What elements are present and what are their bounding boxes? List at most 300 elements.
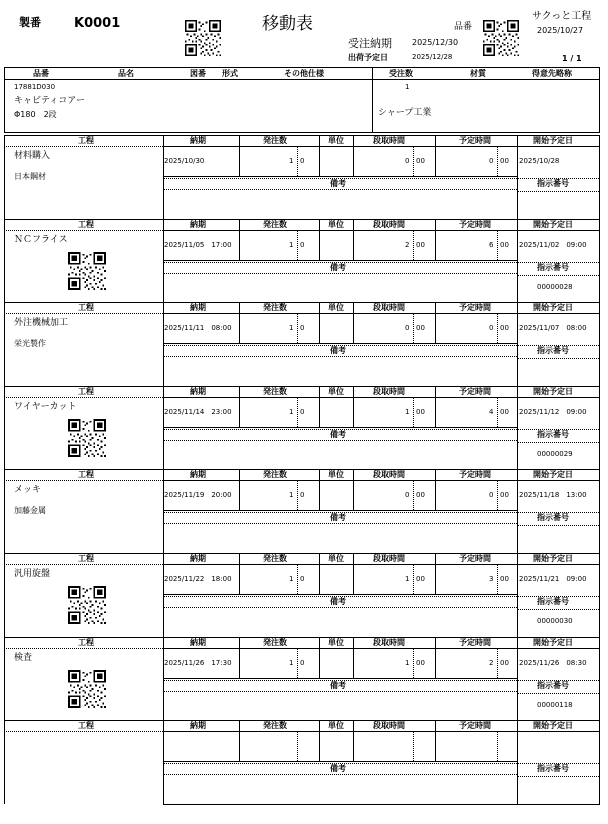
- process-planned-int: 3: [489, 575, 494, 583]
- deadline-column-divider: [239, 135, 240, 176]
- process-column-divider: [163, 302, 164, 386]
- setup-header: 段取時間: [373, 303, 405, 312]
- deadline-header: 納期: [190, 638, 206, 647]
- deadline-column-divider: [239, 720, 240, 761]
- process-deadline: 2025/11/19 20:00: [164, 491, 232, 499]
- qty-header: 発注数: [263, 136, 287, 145]
- row-header-border: [163, 313, 599, 314]
- instr-header-dotted: [517, 693, 599, 694]
- setup-header: 段取時間: [373, 638, 405, 647]
- customer-name: シャープ工業: [378, 108, 432, 118]
- unit-header: 単位: [328, 721, 344, 730]
- process-name: 汎用旋盤: [14, 569, 51, 579]
- page-title: 移動表: [262, 14, 313, 34]
- print-date: 2025/10/27: [537, 26, 584, 35]
- planned-decimal-dotted: [497, 231, 498, 260]
- process-name: 材料購入: [14, 151, 51, 161]
- instruction-number-header: 指示番号: [537, 430, 569, 439]
- unit-header: 単位: [328, 554, 344, 563]
- unit-header: 単位: [328, 638, 344, 647]
- unit-header: 単位: [328, 220, 344, 229]
- deadline-header: 納期: [190, 136, 206, 145]
- process-column-divider: [163, 219, 164, 303]
- process-qty-int: 1: [289, 408, 294, 416]
- order-deadline-label: 受注納期: [348, 37, 392, 50]
- qty-decimal-dotted: [297, 398, 298, 427]
- remarks-header-dotted: [163, 189, 517, 190]
- process-setup-dec: 00: [416, 659, 425, 667]
- process-column-divider: [163, 637, 164, 721]
- data-row-border: [163, 761, 517, 762]
- deadline-header: 納期: [190, 303, 206, 312]
- deadline-column-divider: [239, 302, 240, 343]
- planned-decimal-dotted: [497, 147, 498, 176]
- process-planned-dec: 00: [500, 324, 509, 332]
- unit-header: 単位: [328, 470, 344, 479]
- setup-column-divider: [435, 553, 436, 594]
- unit-column-divider: [353, 302, 354, 343]
- process-header-dotted: [4, 731, 163, 732]
- planned-header: 予定時間: [459, 554, 491, 563]
- process-setup-int: 1: [405, 575, 410, 583]
- setup-column-divider: [435, 720, 436, 761]
- process-planned-int: 0: [489, 491, 494, 499]
- process-qty-dec: 0: [300, 157, 305, 165]
- seiban-qr-code: [185, 20, 221, 56]
- process-block-right-border: [599, 720, 600, 804]
- process-planned-int: 0: [489, 157, 494, 165]
- zuban-header: 図番: [190, 69, 206, 78]
- process-setup-int: 0: [405, 491, 410, 499]
- deadline-header: 納期: [190, 220, 206, 229]
- process-header-dotted: [4, 397, 163, 398]
- process-setup-int: 1: [405, 408, 410, 416]
- process-planned-dec: 00: [500, 408, 509, 416]
- qty-column-divider: [319, 553, 320, 594]
- remarks-header: 備考: [330, 764, 346, 773]
- process-header: 工程: [78, 638, 94, 647]
- process-setup-dec: 00: [416, 491, 425, 499]
- process-name: 検査: [14, 653, 33, 663]
- remarks-header: 備考: [330, 263, 346, 272]
- start-column-divider: [517, 720, 518, 804]
- process-header: 工程: [78, 387, 94, 396]
- deadline-header: 納期: [190, 721, 206, 730]
- qty-decimal-dotted: [297, 481, 298, 510]
- deadline-column-divider: [239, 469, 240, 510]
- start-header: 開始予定日: [533, 220, 573, 229]
- process-block-right-border: [599, 386, 600, 470]
- unit-header: 単位: [328, 136, 344, 145]
- process-setup-int: 0: [405, 157, 410, 165]
- setup-decimal-dotted: [413, 649, 414, 678]
- remarks-header-dotted: [163, 356, 517, 357]
- instruction-number: 00000028: [537, 283, 573, 291]
- row-header-border: [163, 230, 599, 231]
- process-header: 工程: [78, 303, 94, 312]
- process-column-divider: [163, 469, 164, 553]
- process-block-right-border: [599, 219, 600, 303]
- process-planned-dec: 00: [500, 659, 509, 667]
- process-column-divider: [163, 553, 164, 637]
- process-block-right-border: [599, 553, 600, 637]
- process-setup-dec: 00: [416, 157, 425, 165]
- process-block-left-border: [4, 637, 5, 721]
- qty-header: 発注数: [263, 220, 287, 229]
- process-planned-int: 0: [489, 324, 494, 332]
- unit-header: 単位: [328, 303, 344, 312]
- qty-column-divider: [319, 637, 320, 678]
- instr-header-dotted: [517, 609, 599, 610]
- remarks-header-dotted: [163, 691, 517, 692]
- process-planned-dec: 00: [500, 157, 509, 165]
- process-qty-int: 1: [289, 575, 294, 583]
- process-qty-dec: 0: [300, 324, 305, 332]
- process-block-left-border: [4, 302, 5, 386]
- process-header-dotted: [4, 648, 163, 649]
- process-planned-dec: 00: [500, 491, 509, 499]
- planned-header: 予定時間: [459, 721, 491, 730]
- deadline-header: 納期: [190, 470, 206, 479]
- process-planned-int: 6: [489, 241, 494, 249]
- start-header: 開始予定日: [533, 387, 573, 396]
- qty-header: 発注数: [263, 638, 287, 647]
- qty-column-divider: [319, 135, 320, 176]
- process-name: 外注機械加工: [14, 318, 69, 328]
- process-setup-dec: 00: [416, 241, 425, 249]
- planned-decimal-dotted: [497, 314, 498, 343]
- setup-decimal-dotted: [413, 231, 414, 260]
- item-table-left-border: [4, 67, 5, 133]
- process-vendor: 加藤金属: [14, 506, 46, 515]
- deadline-column-divider: [239, 637, 240, 678]
- item-table-bottom-border: [4, 132, 600, 133]
- instr-header-dotted: [517, 776, 599, 777]
- hinban-qr-code: [483, 20, 519, 56]
- process-block-right-border: [599, 469, 600, 553]
- process-setup-int: 1: [405, 659, 410, 667]
- instr-header-dotted: [517, 525, 599, 526]
- process-deadline: 2025/10/30: [164, 157, 205, 165]
- process-block-left-border: [4, 553, 5, 637]
- setup-column-divider: [435, 386, 436, 427]
- setup-decimal-dotted: [413, 481, 414, 510]
- instr-header-dotted: [517, 191, 599, 192]
- start-column-divider: [517, 386, 518, 470]
- process-setup-dec: 00: [416, 575, 425, 583]
- setup-header: 段取時間: [373, 470, 405, 479]
- process-header-dotted: [4, 480, 163, 481]
- instruction-number: 00000030: [537, 617, 573, 625]
- planned-header: 予定時間: [459, 136, 491, 145]
- start-column-divider: [517, 637, 518, 721]
- process-block-right-border: [599, 302, 600, 386]
- process-planned-dec: 00: [500, 575, 509, 583]
- data-row-border: [163, 427, 517, 428]
- process-setup-int: 2: [405, 241, 410, 249]
- instr-header-dotted: [517, 442, 599, 443]
- process-deadline: 2025/11/22 18:00: [164, 575, 232, 583]
- brand-name: サクっと工程: [532, 11, 592, 22]
- part-number: 17881D030: [14, 83, 56, 91]
- process-block-left-border: [4, 469, 5, 553]
- process-qty-int: 1: [289, 491, 294, 499]
- planned-decimal-dotted: [497, 481, 498, 510]
- seiban-value: K0001: [74, 16, 121, 31]
- data-row-border: [163, 594, 517, 595]
- process-qty-int: 1: [289, 241, 294, 249]
- qty-header: 発注数: [263, 303, 287, 312]
- unit-column-divider: [353, 135, 354, 176]
- process-qty-dec: 0: [300, 491, 305, 499]
- qty-column-divider: [319, 302, 320, 343]
- qty-decimal-dotted: [297, 649, 298, 678]
- unit-column-divider: [353, 386, 354, 427]
- customer-header: 得意先略称: [532, 69, 572, 78]
- qty-column-divider: [319, 386, 320, 427]
- process-column-divider: [163, 386, 164, 470]
- deadline-column-divider: [239, 386, 240, 427]
- deadline-header: 納期: [190, 554, 206, 563]
- setup-decimal-dotted: [413, 314, 414, 343]
- start-header: 開始予定日: [533, 721, 573, 730]
- planned-decimal-dotted: [497, 732, 498, 761]
- setup-header: 段取時間: [373, 554, 405, 563]
- unit-column-divider: [353, 553, 354, 594]
- process-qty-int: 1: [289, 659, 294, 667]
- setup-decimal-dotted: [413, 147, 414, 176]
- instr-header-dotted: [517, 275, 599, 276]
- qty-header: 発注数: [263, 470, 287, 479]
- remarks-header: 備考: [330, 681, 346, 690]
- process-qty-dec: 0: [300, 575, 305, 583]
- remarks-header-dotted: [163, 273, 517, 274]
- process-block-right-border: [599, 637, 600, 721]
- instruction-number-header: 指示番号: [537, 597, 569, 606]
- setup-column-divider: [435, 219, 436, 260]
- setup-column-divider: [435, 135, 436, 176]
- row-header-border: [163, 648, 599, 649]
- process-start-date: 2025/11/26 08:30: [519, 659, 587, 667]
- hinban-header-label: 品番: [454, 22, 473, 32]
- remarks-header: 備考: [330, 430, 346, 439]
- remarks-header-dotted: [163, 774, 517, 775]
- qty-header: 発注数: [263, 721, 287, 730]
- hinmei-header: 品名: [118, 69, 134, 78]
- unit-column-divider: [353, 219, 354, 260]
- process-planned-int: 2: [489, 659, 494, 667]
- row-header-border: [163, 397, 599, 398]
- start-column-divider: [517, 219, 518, 303]
- process-qty-dec: 0: [300, 659, 305, 667]
- qty-decimal-dotted: [297, 732, 298, 761]
- process-header: 工程: [78, 220, 94, 229]
- ship-date: 2025/12/28: [412, 53, 453, 61]
- qty-header: 発注数: [263, 387, 287, 396]
- process-qty-dec: 0: [300, 241, 305, 249]
- part-spec: Φ180 2段: [14, 110, 57, 119]
- process-header: 工程: [78, 470, 94, 479]
- process-vendor: 栄光製作: [14, 339, 46, 348]
- qty-column-divider: [319, 219, 320, 260]
- process-name: メッキ: [14, 485, 42, 495]
- setup-header: 段取時間: [373, 136, 405, 145]
- hinban-header: 品番: [33, 69, 49, 78]
- qty-column-divider: [319, 469, 320, 510]
- process-header: 工程: [78, 554, 94, 563]
- process-block-left-border: [4, 720, 5, 804]
- item-table-right-border: [599, 67, 600, 133]
- planned-decimal-dotted: [497, 398, 498, 427]
- setup-column-divider: [435, 637, 436, 678]
- instruction-number-header: 指示番号: [537, 764, 569, 773]
- deadline-column-divider: [239, 553, 240, 594]
- item-table-header-border: [4, 79, 600, 80]
- row-header-border: [163, 731, 599, 732]
- process-header: 工程: [78, 721, 94, 730]
- order-qty-header: 受注数: [389, 69, 413, 78]
- remarks-header-dotted: [163, 523, 517, 524]
- process-start-date: 2025/11/21 09:00: [519, 575, 587, 583]
- process-deadline: 2025/11/14 23:00: [164, 408, 232, 416]
- start-header: 開始予定日: [533, 470, 573, 479]
- setup-header: 段取時間: [373, 387, 405, 396]
- planned-header: 予定時間: [459, 470, 491, 479]
- remarks-header: 備考: [330, 179, 346, 188]
- remarks-header-dotted: [163, 607, 517, 608]
- planned-header: 予定時間: [459, 303, 491, 312]
- process-header-dotted: [4, 146, 163, 147]
- process-qty-int: 1: [289, 157, 294, 165]
- part-name: キャビティコアー: [14, 96, 86, 106]
- process-deadline: 2025/11/26 17:30: [164, 659, 232, 667]
- data-row-border: [163, 260, 517, 261]
- process-block-right-border: [599, 135, 600, 219]
- qty-column-divider: [319, 720, 320, 761]
- qty-decimal-dotted: [297, 565, 298, 594]
- planned-header: 予定時間: [459, 220, 491, 229]
- process-block-left-border: [4, 219, 5, 303]
- qty-header: 発注数: [263, 554, 287, 563]
- process-start-date: 2025/11/07 08:00: [519, 324, 587, 332]
- row-header-border: [163, 564, 599, 565]
- setup-column-divider: [435, 302, 436, 343]
- instr-header-dotted: [517, 358, 599, 359]
- other-spec-header: その他仕様: [284, 69, 324, 78]
- process-qr-code: [68, 252, 106, 290]
- qty-decimal-dotted: [297, 314, 298, 343]
- start-header: 開始予定日: [533, 136, 573, 145]
- process-header: 工程: [78, 136, 94, 145]
- process-start-date: 2025/11/02 09:00: [519, 241, 587, 249]
- row-header-border: [163, 480, 599, 481]
- start-column-divider: [517, 553, 518, 637]
- remarks-header-dotted: [163, 440, 517, 441]
- process-setup-dec: 00: [416, 408, 425, 416]
- process-planned-dec: 00: [500, 241, 509, 249]
- start-header: 開始予定日: [533, 638, 573, 647]
- material-header: 材質: [470, 69, 486, 78]
- process-start-date: 2025/11/12 09:00: [519, 408, 587, 416]
- process-column-divider: [163, 720, 164, 804]
- order-deadline: 2025/12/30: [412, 38, 459, 47]
- data-row-border: [163, 343, 517, 344]
- instruction-number-header: 指示番号: [537, 513, 569, 522]
- process-setup-dec: 00: [416, 324, 425, 332]
- start-column-divider: [517, 135, 518, 219]
- data-row-border: [163, 510, 517, 511]
- deadline-header: 納期: [190, 387, 206, 396]
- ship-date-label: 出荷予定日: [348, 53, 388, 62]
- data-row-border: [163, 176, 517, 177]
- process-qty-int: 1: [289, 324, 294, 332]
- planned-header: 予定時間: [459, 638, 491, 647]
- planned-decimal-dotted: [497, 565, 498, 594]
- data-row-border: [163, 678, 517, 679]
- process-name: ワイヤーカット: [14, 402, 77, 412]
- qty-decimal-dotted: [297, 231, 298, 260]
- process-block-left-border: [4, 386, 5, 470]
- process-name: ＮＣフライス: [14, 235, 68, 245]
- process-planned-int: 4: [489, 408, 494, 416]
- start-column-divider: [517, 302, 518, 386]
- process-block-left-border: [4, 135, 5, 219]
- start-header: 開始予定日: [533, 554, 573, 563]
- process-column-divider: [163, 135, 164, 219]
- instruction-number-header: 指示番号: [537, 681, 569, 690]
- start-header: 開始予定日: [533, 303, 573, 312]
- planned-header: 予定時間: [459, 387, 491, 396]
- process-qr-code: [68, 586, 106, 624]
- process-qr-code: [68, 670, 106, 708]
- setup-decimal-dotted: [413, 398, 414, 427]
- process-deadline: 2025/11/05 17:00: [164, 241, 232, 249]
- planned-decimal-dotted: [497, 649, 498, 678]
- process-header-dotted: [4, 230, 163, 231]
- process-deadline: 2025/11/11 08:00: [164, 324, 232, 332]
- instruction-number: 00000118: [537, 701, 573, 709]
- setup-header: 段取時間: [373, 721, 405, 730]
- instruction-number-header: 指示番号: [537, 346, 569, 355]
- process-start-date: 2025/11/18 13:00: [519, 491, 587, 499]
- process-start-date: 2025/10/28: [519, 157, 560, 165]
- process-header-dotted: [4, 564, 163, 565]
- process-vendor: 日本鋼材: [14, 172, 46, 181]
- setup-decimal-dotted: [413, 565, 414, 594]
- item-table-divider: [372, 67, 373, 133]
- remarks-header: 備考: [330, 597, 346, 606]
- page-number: 1 / 1: [562, 54, 582, 63]
- deadline-column-divider: [239, 219, 240, 260]
- unit-column-divider: [353, 720, 354, 761]
- setup-header: 段取時間: [373, 220, 405, 229]
- seiban-label: 製番: [19, 16, 41, 29]
- start-column-divider: [517, 469, 518, 553]
- row-header-border: [163, 146, 599, 147]
- qty-decimal-dotted: [297, 147, 298, 176]
- setup-column-divider: [435, 469, 436, 510]
- order-qty: 1: [405, 83, 410, 91]
- instruction-number: 00000029: [537, 450, 573, 458]
- unit-column-divider: [353, 637, 354, 678]
- instruction-number-header: 指示番号: [537, 179, 569, 188]
- unit-column-divider: [353, 469, 354, 510]
- keishiki-header: 形式: [222, 69, 238, 78]
- remarks-header: 備考: [330, 513, 346, 522]
- process-setup-int: 0: [405, 324, 410, 332]
- item-table-top-border: [4, 67, 600, 68]
- instruction-number-header: 指示番号: [537, 263, 569, 272]
